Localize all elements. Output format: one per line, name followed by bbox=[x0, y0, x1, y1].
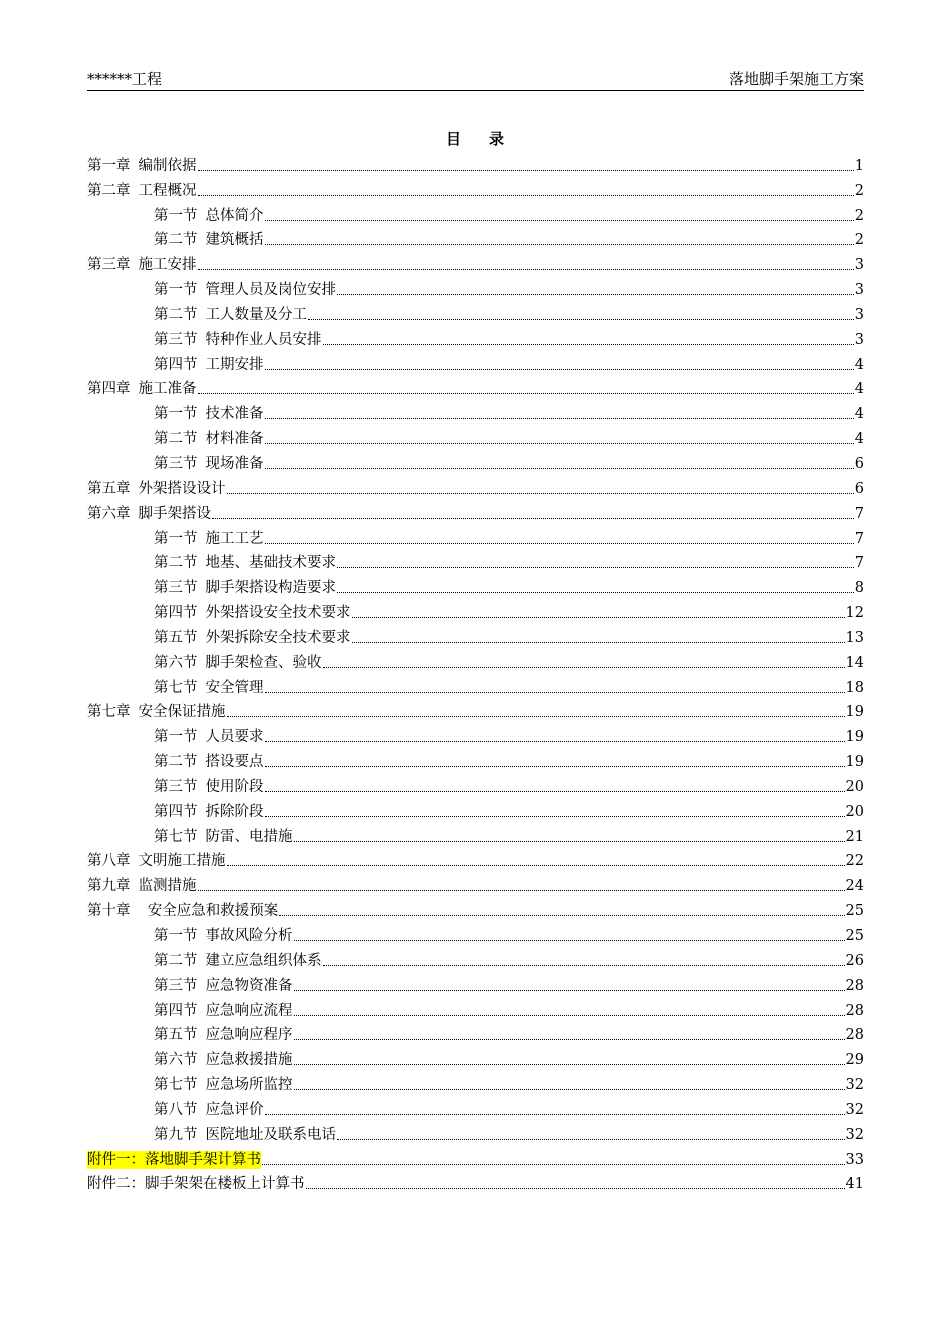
toc-chapter-entry[interactable] bbox=[87, 249, 864, 274]
entry-text bbox=[154, 231, 264, 249]
dot-leader bbox=[265, 417, 854, 419]
toc-chapter-entry[interactable] bbox=[87, 150, 864, 175]
toc-chapter-entry[interactable] bbox=[87, 846, 864, 871]
entry-text bbox=[154, 952, 322, 970]
entry-title: 应急评价 bbox=[205, 1101, 264, 1118]
table-of-contents bbox=[87, 150, 864, 1193]
entry-text bbox=[87, 505, 211, 523]
entry-page-number: 3 bbox=[854, 306, 864, 323]
entry-number: 第一章 bbox=[87, 157, 131, 174]
toc-section-entry[interactable] bbox=[87, 1119, 864, 1144]
dot-leader bbox=[212, 517, 854, 519]
entry-title: 应急物资准备 bbox=[205, 977, 293, 994]
entry-text bbox=[87, 256, 197, 274]
entry-page-number: 29 bbox=[845, 1052, 864, 1069]
dot-leader bbox=[265, 243, 854, 245]
dot-leader bbox=[265, 790, 845, 792]
entry-title: 工人数量及分工 bbox=[205, 306, 307, 323]
entry-page-number: 25 bbox=[845, 928, 864, 944]
entry-text bbox=[87, 1175, 305, 1193]
dot-leader bbox=[198, 392, 854, 394]
dot-leader bbox=[279, 914, 844, 916]
dot-leader bbox=[265, 815, 845, 817]
entry-page-number: 19 bbox=[845, 754, 864, 771]
entry-text bbox=[154, 530, 264, 548]
entry-text bbox=[154, 281, 336, 299]
toc-section-entry[interactable] bbox=[87, 597, 864, 622]
entry-text bbox=[87, 877, 197, 895]
entry-title: 脚手架检查、验收 bbox=[205, 654, 322, 671]
entry-page-number: 26 bbox=[845, 952, 864, 969]
entry-text bbox=[154, 306, 307, 324]
entry-text bbox=[154, 927, 293, 945]
entry-text bbox=[154, 1076, 293, 1094]
toc-section-entry[interactable] bbox=[87, 771, 864, 796]
entry-title: 编制依据 bbox=[138, 157, 197, 174]
header-document-title: 落地脚手架施工方案 bbox=[728, 70, 864, 88]
entry-number: 第一节 bbox=[154, 282, 198, 299]
entry-title: 脚手架搭设 bbox=[138, 505, 211, 522]
entry-page-number: 7 bbox=[854, 555, 864, 572]
dot-leader bbox=[265, 765, 845, 767]
entry-title: 安全应急和救援预案 bbox=[138, 903, 279, 920]
entry-title: 搭设要点 bbox=[205, 754, 264, 771]
entry-title: 应急响应流程 bbox=[205, 1002, 293, 1019]
entry-text bbox=[154, 778, 264, 796]
entry-number: 第二节 bbox=[154, 555, 198, 572]
entry-page-number: 2 bbox=[854, 182, 864, 199]
entry-page-number: 4 bbox=[854, 406, 864, 423]
dot-leader bbox=[323, 964, 845, 966]
entry-page-number: 3 bbox=[854, 331, 864, 348]
entry-text bbox=[154, 356, 264, 374]
entry-text bbox=[87, 852, 226, 870]
entry-page-number: 18 bbox=[845, 679, 864, 696]
entry-page-number: 3 bbox=[854, 257, 864, 274]
entry-title: 安全管理 bbox=[205, 679, 264, 696]
entry-page-number: 1 bbox=[854, 157, 864, 174]
dot-leader bbox=[337, 591, 854, 593]
dot-leader bbox=[198, 194, 854, 196]
toc-section-entry[interactable] bbox=[87, 200, 864, 225]
entry-page-number: 22 bbox=[845, 853, 864, 870]
entry-text bbox=[154, 679, 264, 697]
dot-leader bbox=[265, 467, 854, 469]
dot-leader bbox=[265, 691, 845, 693]
toc-section-entry[interactable] bbox=[87, 746, 864, 771]
toc-section-entry[interactable] bbox=[87, 349, 864, 374]
entry-number: 第二节 bbox=[154, 431, 198, 448]
toc-section-entry[interactable] bbox=[87, 448, 864, 473]
toc-section-entry[interactable] bbox=[87, 548, 864, 573]
entry-page-number: 24 bbox=[845, 878, 864, 895]
entry-title: 附件二：脚手架架在楼板上计算书 bbox=[87, 1176, 305, 1193]
toc-chapter-entry[interactable] bbox=[87, 895, 864, 920]
entry-title: 外架拆除安全技术要求 bbox=[205, 629, 351, 646]
entry-text bbox=[154, 977, 293, 995]
entry-page-number: 7 bbox=[854, 530, 864, 547]
entry-number: 第三节 bbox=[154, 455, 198, 472]
toc-section-entry[interactable] bbox=[87, 920, 864, 945]
entry-number: 第五章 bbox=[87, 480, 131, 497]
toc-section-entry[interactable] bbox=[87, 523, 864, 548]
entry-number: 第一节 bbox=[154, 928, 198, 944]
toc-section-entry[interactable] bbox=[87, 324, 864, 349]
dot-leader bbox=[265, 219, 854, 221]
dot-leader bbox=[227, 864, 845, 866]
dot-leader bbox=[294, 939, 845, 941]
entry-title: 施工工艺 bbox=[205, 530, 264, 547]
entry-title: 外架搭设安全技术要求 bbox=[205, 605, 351, 622]
toc-section-entry[interactable] bbox=[87, 398, 864, 423]
entry-title: 使用阶段 bbox=[205, 778, 264, 795]
entry-text bbox=[154, 753, 264, 771]
entry-text bbox=[87, 480, 226, 498]
dot-leader bbox=[294, 1038, 845, 1040]
entry-title: 建筑概括 bbox=[205, 232, 264, 249]
dot-leader bbox=[262, 1163, 845, 1165]
toc-section-entry[interactable] bbox=[87, 647, 864, 672]
entry-text bbox=[154, 828, 293, 846]
toc-section-entry[interactable] bbox=[87, 572, 864, 597]
entry-page-number: 28 bbox=[845, 1027, 864, 1044]
entry-title: 材料准备 bbox=[205, 431, 264, 448]
entry-number: 第一节 bbox=[154, 729, 198, 746]
entry-page-number: 25 bbox=[845, 903, 864, 920]
entry-page-number: 7 bbox=[854, 505, 864, 522]
entry-title: 附件一：落地脚手架计算书 bbox=[87, 1151, 261, 1168]
toc-section-entry[interactable] bbox=[87, 1044, 864, 1069]
entry-text bbox=[154, 654, 322, 672]
entry-title: 应急响应程序 bbox=[205, 1027, 293, 1044]
entry-page-number: 32 bbox=[845, 1101, 864, 1118]
entry-title: 事故风险分析 bbox=[205, 928, 293, 944]
entry-number: 第五节 bbox=[154, 629, 198, 646]
dot-leader bbox=[294, 1088, 845, 1090]
entry-number: 第四章 bbox=[87, 381, 131, 398]
entry-page-number: 14 bbox=[845, 654, 864, 671]
dot-leader bbox=[294, 840, 845, 842]
toc-section-entry[interactable] bbox=[87, 1069, 864, 1094]
entry-page-number: 32 bbox=[845, 1077, 864, 1094]
entry-number: 第二节 bbox=[154, 952, 198, 969]
toc-section-entry[interactable] bbox=[87, 225, 864, 250]
toc-chapter-entry[interactable] bbox=[87, 374, 864, 399]
entry-text bbox=[154, 455, 264, 473]
dot-leader bbox=[337, 293, 854, 295]
toc-section-entry[interactable] bbox=[87, 970, 864, 995]
entry-number: 第六节 bbox=[154, 654, 198, 671]
entry-page-number: 32 bbox=[845, 1126, 864, 1143]
entry-title: 脚手架搭设构造要求 bbox=[205, 580, 336, 597]
entry-title: 应急场所监控 bbox=[205, 1077, 293, 1094]
entry-title: 技术准备 bbox=[205, 406, 264, 423]
toc-section-entry[interactable] bbox=[87, 1094, 864, 1119]
toc-section-entry[interactable] bbox=[87, 622, 864, 647]
entry-text bbox=[154, 207, 264, 225]
dot-leader bbox=[352, 641, 845, 643]
dot-leader bbox=[337, 1138, 845, 1140]
toc-title-char-2: 录 bbox=[489, 130, 505, 148]
dot-leader bbox=[265, 368, 854, 370]
dot-leader bbox=[198, 889, 845, 891]
entry-number: 第三节 bbox=[154, 580, 198, 597]
entry-number: 第二节 bbox=[154, 306, 198, 323]
entry-number: 第十章 bbox=[87, 903, 131, 920]
dot-leader bbox=[323, 666, 845, 668]
entry-page-number: 4 bbox=[854, 356, 864, 373]
dot-leader bbox=[306, 1187, 845, 1189]
entry-title: 工程概况 bbox=[138, 182, 197, 199]
entry-number: 第二章 bbox=[87, 182, 131, 199]
entry-title: 施工安排 bbox=[138, 257, 197, 274]
dot-leader bbox=[323, 343, 854, 345]
toc-chapter-entry[interactable] bbox=[87, 498, 864, 523]
entry-page-number: 28 bbox=[845, 977, 864, 994]
entry-page-number: 4 bbox=[854, 431, 864, 448]
entry-page-number: 28 bbox=[845, 1002, 864, 1019]
entry-title: 工期安排 bbox=[205, 356, 264, 373]
entry-text bbox=[87, 380, 197, 398]
toc-section-entry[interactable] bbox=[87, 721, 864, 746]
entry-text bbox=[154, 1126, 336, 1144]
entry-number: 第四节 bbox=[154, 356, 198, 373]
entry-text bbox=[87, 182, 197, 200]
entry-title: 地基、基础技术要求 bbox=[205, 555, 336, 572]
dot-leader bbox=[198, 169, 854, 171]
entry-text bbox=[154, 430, 264, 448]
entry-text bbox=[154, 803, 264, 821]
entry-text bbox=[87, 703, 226, 721]
entry-number: 第二节 bbox=[154, 232, 198, 249]
entry-number: 第五节 bbox=[154, 1027, 198, 1044]
entry-number: 第七节 bbox=[154, 1077, 198, 1094]
entry-number: 第一节 bbox=[154, 406, 198, 423]
entry-page-number: 19 bbox=[845, 729, 864, 746]
entry-number: 第二节 bbox=[154, 754, 198, 771]
entry-title: 监测措施 bbox=[138, 878, 197, 895]
entry-text bbox=[154, 405, 264, 423]
entry-page-number: 41 bbox=[845, 1176, 864, 1193]
dot-leader bbox=[265, 740, 845, 742]
dot-leader bbox=[294, 1014, 845, 1016]
entry-number: 第四节 bbox=[154, 1002, 198, 1019]
entry-text bbox=[154, 1051, 293, 1069]
toc-section-entry[interactable] bbox=[87, 423, 864, 448]
entry-title: 总体简介 bbox=[205, 207, 264, 224]
dot-leader bbox=[198, 268, 854, 270]
page-header bbox=[87, 68, 864, 91]
toc-section-entry[interactable] bbox=[87, 274, 864, 299]
entry-text bbox=[154, 331, 322, 349]
entry-text bbox=[87, 902, 278, 920]
entry-number: 第三节 bbox=[154, 331, 198, 348]
toc-section-entry[interactable] bbox=[87, 299, 864, 324]
entry-text bbox=[154, 1002, 293, 1020]
entry-title: 安全保证措施 bbox=[138, 704, 226, 721]
entry-page-number: 12 bbox=[845, 605, 864, 622]
entry-number: 第八章 bbox=[87, 853, 131, 870]
toc-section-entry[interactable] bbox=[87, 945, 864, 970]
entry-number: 第九节 bbox=[154, 1126, 198, 1143]
toc-chapter-entry[interactable] bbox=[87, 1169, 864, 1194]
toc-chapter-entry[interactable] bbox=[87, 870, 864, 895]
dot-leader bbox=[308, 318, 854, 320]
dot-leader bbox=[265, 442, 854, 444]
entry-text bbox=[154, 728, 264, 746]
entry-page-number: 3 bbox=[854, 282, 864, 299]
entry-number: 第八节 bbox=[154, 1101, 198, 1118]
entry-title: 外架搭设设计 bbox=[138, 480, 226, 497]
dot-leader bbox=[265, 1113, 845, 1115]
entry-title: 管理人员及岗位安排 bbox=[205, 282, 336, 299]
toc-title-char-1: 目 bbox=[445, 130, 461, 148]
entry-number: 第三章 bbox=[87, 257, 131, 274]
toc-section-entry[interactable] bbox=[87, 1020, 864, 1045]
entry-page-number: 20 bbox=[845, 778, 864, 795]
entry-number: 第七节 bbox=[154, 679, 198, 696]
entry-number: 第九章 bbox=[87, 878, 131, 895]
entry-page-number: 2 bbox=[854, 232, 864, 249]
dot-leader bbox=[227, 715, 845, 717]
entry-text bbox=[154, 579, 336, 597]
entry-number: 第三节 bbox=[154, 977, 198, 994]
entry-page-number: 6 bbox=[854, 455, 864, 472]
entry-number: 第七节 bbox=[154, 828, 198, 845]
entry-title: 医院地址及联系电话 bbox=[205, 1126, 336, 1143]
entry-page-number: 19 bbox=[845, 704, 864, 721]
highlighted-entry-text bbox=[87, 1151, 261, 1169]
entry-number: 第一节 bbox=[154, 530, 198, 547]
entry-number: 第四节 bbox=[154, 803, 198, 820]
dot-leader bbox=[294, 1063, 845, 1065]
header-project-name: ******工程 bbox=[87, 70, 163, 88]
entry-title: 施工准备 bbox=[138, 381, 197, 398]
entry-page-number: 4 bbox=[854, 381, 864, 398]
entry-page-number: 8 bbox=[854, 580, 864, 597]
entry-text bbox=[87, 157, 197, 175]
dot-leader bbox=[337, 566, 854, 568]
entry-text bbox=[154, 604, 351, 622]
toc-chapter-entry[interactable] bbox=[87, 473, 864, 498]
dot-leader bbox=[294, 989, 845, 991]
entry-page-number: 33 bbox=[845, 1151, 864, 1168]
entry-number: 第四节 bbox=[154, 605, 198, 622]
entry-title: 特种作业人员安排 bbox=[205, 331, 322, 348]
toc-section-entry[interactable] bbox=[87, 672, 864, 697]
entry-title: 现场准备 bbox=[205, 455, 264, 472]
entry-title: 防雷、电措施 bbox=[205, 828, 293, 845]
toc-section-entry[interactable] bbox=[87, 821, 864, 846]
toc-chapter-entry[interactable] bbox=[87, 175, 864, 200]
toc-section-entry[interactable] bbox=[87, 796, 864, 821]
toc-title bbox=[0, 128, 950, 149]
entry-page-number: 21 bbox=[845, 828, 864, 845]
entry-number: 第一节 bbox=[154, 207, 198, 224]
entry-page-number: 20 bbox=[845, 803, 864, 820]
entry-text bbox=[154, 554, 336, 572]
entry-page-number: 13 bbox=[845, 629, 864, 646]
entry-page-number: 6 bbox=[854, 480, 864, 497]
entry-title: 应急救援措施 bbox=[205, 1052, 293, 1069]
entry-title: 拆除阶段 bbox=[205, 803, 264, 820]
entry-page-number: 2 bbox=[854, 207, 864, 224]
dot-leader bbox=[265, 542, 854, 544]
entry-text bbox=[154, 1101, 264, 1119]
entry-number: 第六章 bbox=[87, 505, 131, 522]
toc-section-entry[interactable] bbox=[87, 995, 864, 1020]
dot-leader bbox=[352, 616, 845, 618]
dot-leader bbox=[227, 492, 854, 494]
entry-text bbox=[154, 1026, 293, 1044]
entry-title: 文明施工措施 bbox=[138, 853, 226, 870]
entry-number: 第七章 bbox=[87, 704, 131, 721]
entry-number: 第三节 bbox=[154, 778, 198, 795]
toc-chapter-entry[interactable] bbox=[87, 1144, 864, 1169]
entry-title: 建立应急组织体系 bbox=[205, 952, 322, 969]
entry-text bbox=[154, 629, 351, 647]
entry-title: 人员要求 bbox=[205, 729, 264, 746]
toc-chapter-entry[interactable] bbox=[87, 697, 864, 722]
entry-number: 第六节 bbox=[154, 1052, 198, 1069]
